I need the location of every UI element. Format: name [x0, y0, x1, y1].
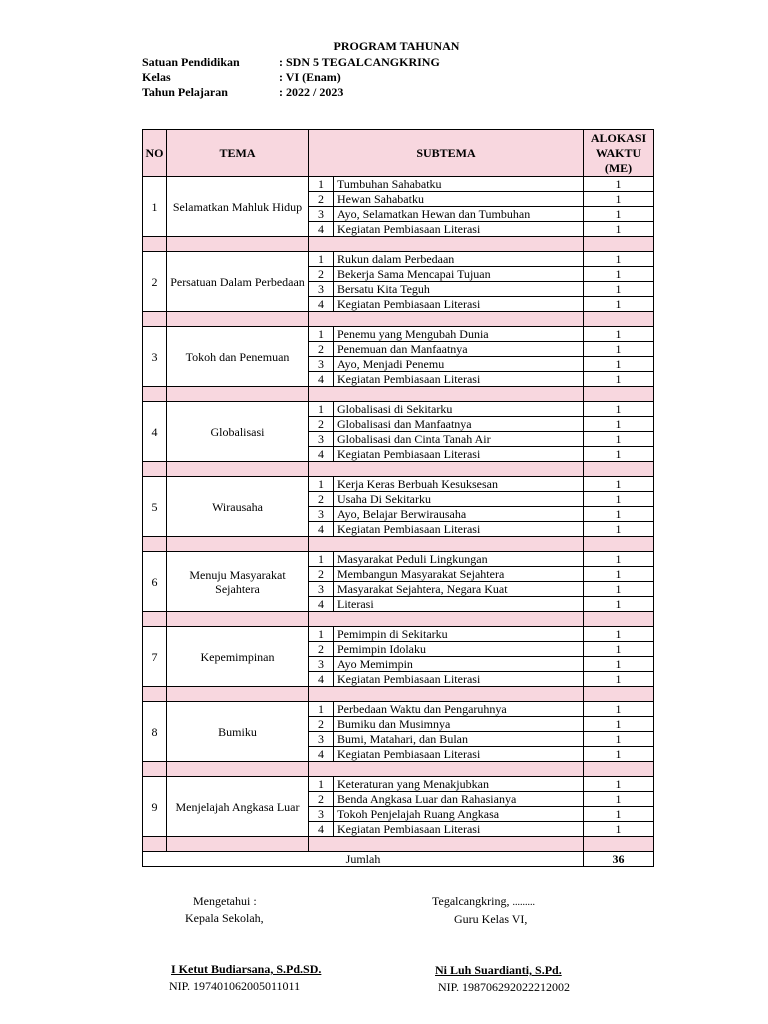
subtheme-number: 4 — [309, 372, 334, 387]
subtheme-number: 4 — [309, 672, 334, 687]
theme-name: Bumiku — [167, 702, 309, 762]
subtheme-number: 3 — [309, 582, 334, 597]
table-body — [143, 177, 654, 867]
subtheme-name: Kegiatan Pembiasaan Literasi — [334, 822, 584, 837]
subtheme-name: Kegiatan Pembiasaan Literasi — [334, 447, 584, 462]
separator-cell — [584, 387, 654, 402]
subtheme-name: Ayo Memimpin — [334, 657, 584, 672]
info-value: : VI (Enam) — [279, 70, 341, 84]
subtheme-name: Globalisasi dan Manfaatnya — [334, 417, 584, 432]
subtheme-name: Kegiatan Pembiasaan Literasi — [334, 297, 584, 312]
subtheme-allocation: 1 — [584, 357, 654, 372]
theme-number: 2 — [143, 252, 167, 312]
separator-row — [143, 537, 654, 552]
subtheme-name: Kegiatan Pembiasaan Literasi — [334, 747, 584, 762]
subtheme-number: 4 — [309, 222, 334, 237]
subtheme-allocation: 1 — [584, 282, 654, 297]
separator-row — [143, 612, 654, 627]
subtheme-name: Globalisasi di Sekitarku — [334, 402, 584, 417]
separator-cell — [143, 762, 167, 777]
separator-cell — [584, 537, 654, 552]
subtheme-allocation: 1 — [584, 207, 654, 222]
subtheme-allocation: 1 — [584, 717, 654, 732]
total-value: 36 — [584, 852, 654, 867]
theme-number: 9 — [143, 777, 167, 837]
separator-cell — [584, 687, 654, 702]
separator-cell — [167, 312, 309, 327]
separator-row — [143, 312, 654, 327]
subtheme-allocation: 1 — [584, 792, 654, 807]
table-row — [143, 477, 654, 492]
theme-name: Selamatkan Mahluk Hidup — [167, 177, 309, 237]
header-no: NO — [143, 130, 167, 177]
separator-row — [143, 387, 654, 402]
table-row — [143, 702, 654, 717]
subtheme-name: Globalisasi dan Cinta Tanah Air — [334, 432, 584, 447]
subtheme-name: Kegiatan Pembiasaan Literasi — [334, 672, 584, 687]
table-row — [143, 177, 654, 192]
separator-cell — [309, 387, 584, 402]
subtheme-number: 2 — [309, 642, 334, 657]
subtheme-number: 1 — [309, 252, 334, 267]
subtheme-allocation: 1 — [584, 192, 654, 207]
program-table — [142, 129, 654, 867]
separator-row — [143, 837, 654, 852]
subtheme-name: Bumi, Matahari, dan Bulan — [334, 732, 584, 747]
sig-right-nip: NIP. 198706292022212002 — [438, 980, 571, 994]
subtheme-number: 3 — [309, 432, 334, 447]
separator-cell — [309, 462, 584, 477]
subtheme-name: Literasi — [334, 597, 584, 612]
subtheme-number: 4 — [309, 447, 334, 462]
subtheme-name: Usaha Di Sekitarku — [334, 492, 584, 507]
separator-cell — [167, 687, 309, 702]
subtheme-name: Tumbuhan Sahabatku — [334, 177, 584, 192]
subtheme-name: Membangun Masyarakat Sejahtera — [334, 567, 584, 582]
subtheme-allocation: 1 — [584, 642, 654, 657]
sig-left-name: I Ketut Budiarsana, S.Pd.SD. — [171, 962, 322, 976]
subtheme-number: 1 — [309, 402, 334, 417]
subtheme-name: Hewan Sahabatku — [334, 192, 584, 207]
table-row — [143, 402, 654, 417]
subtheme-allocation: 1 — [584, 597, 654, 612]
subtheme-allocation: 1 — [584, 822, 654, 837]
sig-right-date-dots: ......... — [512, 897, 535, 908]
subtheme-number: 2 — [309, 192, 334, 207]
subtheme-number: 1 — [309, 627, 334, 642]
subtheme-number: 1 — [309, 477, 334, 492]
separator-cell — [167, 462, 309, 477]
separator-cell — [584, 312, 654, 327]
separator-cell — [309, 537, 584, 552]
info-value: : SDN 5 TEGALCANGKRING — [279, 55, 440, 69]
signature-left — [169, 893, 322, 995]
subtheme-allocation: 1 — [584, 402, 654, 417]
separator-row — [143, 762, 654, 777]
subtheme-name: Rukun dalam Perbedaan — [334, 252, 584, 267]
subtheme-allocation: 1 — [584, 582, 654, 597]
subtheme-allocation: 1 — [584, 222, 654, 237]
subtheme-allocation: 1 — [584, 447, 654, 462]
subtheme-allocation: 1 — [584, 177, 654, 192]
table-row — [143, 252, 654, 267]
separator-cell — [167, 837, 309, 852]
subtheme-number: 1 — [309, 327, 334, 342]
separator-cell — [309, 612, 584, 627]
subtheme-number: 3 — [309, 657, 334, 672]
subtheme-number: 1 — [309, 777, 334, 792]
subtheme-name: Keteraturan yang Menakjubkan — [334, 777, 584, 792]
subtheme-allocation: 1 — [584, 567, 654, 582]
subtheme-number: 4 — [309, 297, 334, 312]
header-subtema: SUBTEMA — [309, 130, 584, 177]
subtheme-number: 2 — [309, 717, 334, 732]
subtheme-allocation: 1 — [584, 747, 654, 762]
total-row — [143, 852, 654, 867]
separator-cell — [143, 462, 167, 477]
separator-cell — [167, 762, 309, 777]
separator-cell — [167, 537, 309, 552]
subtheme-allocation: 1 — [584, 432, 654, 447]
subtheme-number: 3 — [309, 357, 334, 372]
theme-number: 6 — [143, 552, 167, 612]
sig-left-line1: Mengetahui : — [193, 894, 257, 908]
separator-cell — [584, 762, 654, 777]
separator-cell — [309, 762, 584, 777]
sig-left-nip: NIP. 197401062005011011 — [169, 979, 301, 993]
info-label: Kelas — [142, 70, 171, 84]
subtheme-name: Pemimpin Idolaku — [334, 642, 584, 657]
separator-cell — [584, 837, 654, 852]
theme-name: Tokoh dan Penemuan — [167, 327, 309, 387]
subtheme-allocation: 1 — [584, 342, 654, 357]
subtheme-number: 2 — [309, 417, 334, 432]
subtheme-name: Kerja Keras Berbuah Kesuksesan — [334, 477, 584, 492]
info-row-school — [142, 55, 440, 70]
subtheme-name: Perbedaan Waktu dan Pengaruhnya — [334, 702, 584, 717]
subtheme-name: Ayo, Selamatkan Hewan dan Tumbuhan — [334, 207, 584, 222]
info-label: Tahun Pelajaran — [142, 85, 228, 99]
subtheme-name: Kegiatan Pembiasaan Literasi — [334, 372, 584, 387]
subtheme-allocation: 1 — [584, 732, 654, 747]
table-row — [143, 777, 654, 792]
subtheme-name: Kegiatan Pembiasaan Literasi — [334, 522, 584, 537]
theme-name: Wirausaha — [167, 477, 309, 537]
separator-cell — [167, 237, 309, 252]
signature-right — [432, 893, 570, 996]
subtheme-name: Penemuan dan Manfaatnya — [334, 342, 584, 357]
subtheme-allocation: 1 — [584, 702, 654, 717]
subtheme-allocation: 1 — [584, 657, 654, 672]
subtheme-name: Ayo, Menjadi Penemu — [334, 357, 584, 372]
subtheme-name: Pemimpin di Sekitarku — [334, 627, 584, 642]
subtheme-allocation: 1 — [584, 297, 654, 312]
info-value: : 2022 / 2023 — [279, 85, 344, 99]
subtheme-number: 3 — [309, 807, 334, 822]
header-alokasi: ALOKASI WAKTU (ME) — [584, 130, 654, 177]
separator-cell — [167, 612, 309, 627]
subtheme-number: 2 — [309, 792, 334, 807]
theme-name: Kepemimpinan — [167, 627, 309, 687]
table-row — [143, 627, 654, 642]
theme-number: 3 — [143, 327, 167, 387]
theme-name: Globalisasi — [167, 402, 309, 462]
subtheme-name: Masyarakat Peduli Lingkungan — [334, 552, 584, 567]
subtheme-allocation: 1 — [584, 372, 654, 387]
table-row — [143, 327, 654, 342]
subtheme-number: 3 — [309, 732, 334, 747]
subtheme-name: Benda Angkasa Luar dan Rahasianya — [334, 792, 584, 807]
separator-cell — [309, 837, 584, 852]
school-info — [142, 55, 440, 100]
separator-cell — [143, 687, 167, 702]
subtheme-allocation: 1 — [584, 672, 654, 687]
theme-number: 5 — [143, 477, 167, 537]
subtheme-number: 4 — [309, 597, 334, 612]
separator-cell — [143, 237, 167, 252]
total-label: Jumlah — [143, 852, 584, 867]
subtheme-number: 2 — [309, 267, 334, 282]
info-label: Satuan Pendidikan — [142, 55, 240, 69]
subtheme-name: Bekerja Sama Mencapai Tujuan — [334, 267, 584, 282]
subtheme-allocation: 1 — [584, 552, 654, 567]
separator-cell — [584, 462, 654, 477]
separator-cell — [143, 837, 167, 852]
subtheme-name: Penemu yang Mengubah Dunia — [334, 327, 584, 342]
table-row — [143, 552, 654, 567]
separator-cell — [143, 312, 167, 327]
info-row-class — [142, 70, 440, 85]
subtheme-allocation: 1 — [584, 627, 654, 642]
separator-row — [143, 237, 654, 252]
subtheme-name: Tokoh Penjelajah Ruang Angkasa — [334, 807, 584, 822]
theme-name: Menuju Masyarakat Sejahtera — [167, 552, 309, 612]
subtheme-number: 3 — [309, 507, 334, 522]
subtheme-name: Bersatu Kita Teguh — [334, 282, 584, 297]
subtheme-number: 4 — [309, 747, 334, 762]
subtheme-number: 4 — [309, 522, 334, 537]
header-tema: TEMA — [167, 130, 309, 177]
theme-number: 8 — [143, 702, 167, 762]
separator-cell — [143, 387, 167, 402]
subtheme-name: Ayo, Belajar Berwirausaha — [334, 507, 584, 522]
theme-number: 7 — [143, 627, 167, 687]
separator-cell — [143, 612, 167, 627]
separator-row — [143, 687, 654, 702]
subtheme-allocation: 1 — [584, 807, 654, 822]
subtheme-allocation: 1 — [584, 417, 654, 432]
theme-number: 4 — [143, 402, 167, 462]
subtheme-allocation: 1 — [584, 507, 654, 522]
subtheme-number: 2 — [309, 567, 334, 582]
subtheme-number: 1 — [309, 177, 334, 192]
subtheme-name: Kegiatan Pembiasaan Literasi — [334, 222, 584, 237]
sig-right-place: Tegalcangkring, — [432, 894, 510, 908]
subtheme-number: 3 — [309, 282, 334, 297]
table-header-row — [143, 130, 654, 177]
subtheme-number: 2 — [309, 342, 334, 357]
separator-cell — [309, 312, 584, 327]
sig-right-name: Ni Luh Suardianti, S.Pd. — [435, 963, 562, 977]
subtheme-allocation: 1 — [584, 492, 654, 507]
subtheme-allocation: 1 — [584, 327, 654, 342]
separator-cell — [309, 237, 584, 252]
subtheme-allocation: 1 — [584, 267, 654, 282]
subtheme-number: 4 — [309, 822, 334, 837]
separator-row — [143, 462, 654, 477]
subtheme-name: Masyarakat Sejahtera, Negara Kuat — [334, 582, 584, 597]
subtheme-number: 3 — [309, 207, 334, 222]
info-row-year — [142, 85, 440, 100]
separator-cell — [167, 387, 309, 402]
subtheme-allocation: 1 — [584, 252, 654, 267]
separator-cell — [584, 612, 654, 627]
theme-name: Persatuan Dalam Perbedaan — [167, 252, 309, 312]
separator-cell — [143, 537, 167, 552]
subtheme-number: 1 — [309, 702, 334, 717]
subtheme-name: Bumiku dan Musimnya — [334, 717, 584, 732]
separator-cell — [309, 687, 584, 702]
document-title: PROGRAM TAHUNAN — [333, 39, 460, 53]
subtheme-allocation: 1 — [584, 777, 654, 792]
sig-right-line2: Guru Kelas VI, — [454, 912, 528, 926]
sig-left-line2: Kepala Sekolah, — [185, 911, 264, 925]
separator-cell — [584, 237, 654, 252]
theme-name: Menjelajah Angkasa Luar — [167, 777, 309, 837]
subtheme-number: 1 — [309, 552, 334, 567]
subtheme-allocation: 1 — [584, 477, 654, 492]
subtheme-allocation: 1 — [584, 522, 654, 537]
subtheme-number: 2 — [309, 492, 334, 507]
theme-number: 1 — [143, 177, 167, 237]
sig-right-place-line — [432, 893, 570, 911]
